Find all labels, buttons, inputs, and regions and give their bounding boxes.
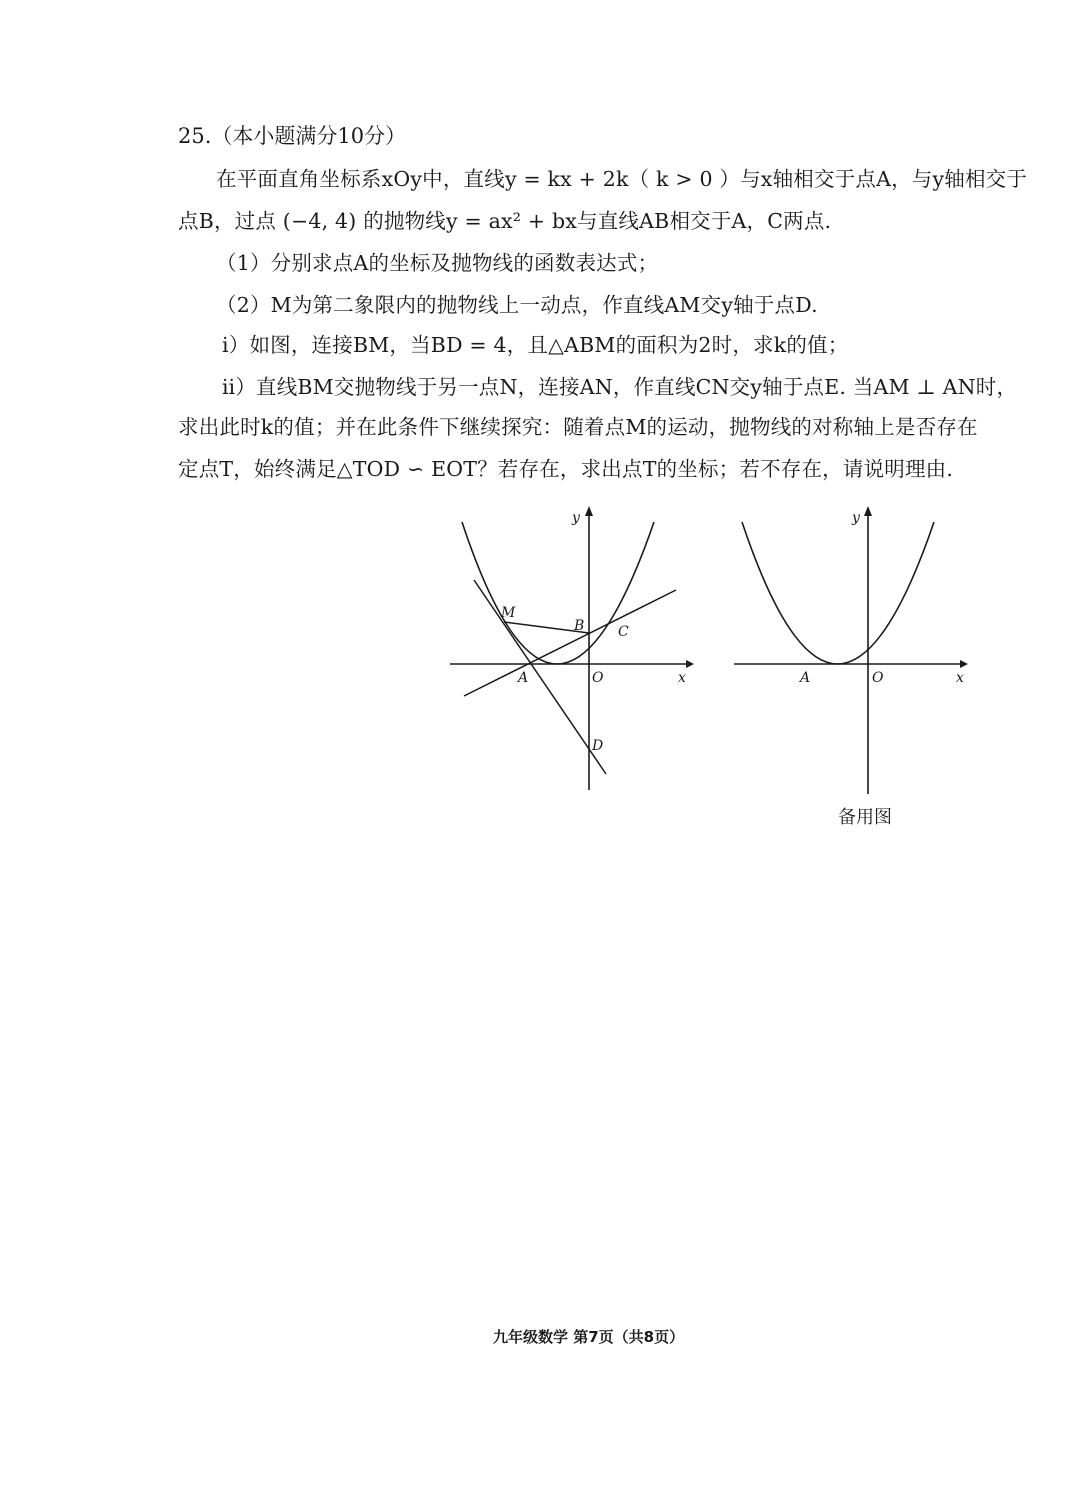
- label-o: O: [872, 670, 884, 686]
- y-axis-arrow: [864, 506, 872, 516]
- question-part-2-ii-cont: 求出此时k的值；并在此条件下继续探究：随着点M的运动，抛物线的对称轴上是否存在: [178, 415, 978, 439]
- main-figure: [440, 500, 700, 800]
- label-b: B: [574, 618, 585, 634]
- line-amd: [474, 580, 606, 774]
- label-d: D: [592, 738, 604, 754]
- label-y: y: [572, 510, 580, 526]
- label-m: M: [501, 605, 516, 621]
- y-axis-arrow: [585, 506, 593, 516]
- label-x: x: [956, 670, 964, 686]
- parabola-curve: [742, 522, 934, 664]
- label-a: A: [800, 670, 811, 686]
- question-title: 25.（本小题满分10分）: [178, 124, 407, 148]
- label-y: y: [852, 510, 860, 526]
- x-axis-arrow: [960, 660, 968, 668]
- label-c: C: [618, 624, 629, 640]
- question-part-1: （1）分别求点A的坐标及抛物线的函数表达式；: [216, 251, 659, 275]
- parabola-curve: [462, 522, 654, 664]
- question-part-2: （2）M为第二象限内的抛物线上一动点，作直线AM交y轴于点D.: [216, 293, 818, 317]
- spare-figure: [728, 500, 978, 800]
- question-part-2-ii: ⅱ）直线BM交抛物线于另一点N，连接AN，作直线CN交y轴于点E. 当AM ⊥ AN时，: [222, 375, 1018, 399]
- x-axis-arrow: [686, 660, 694, 668]
- label-x: x: [678, 670, 686, 686]
- spare-figure-caption: 备用图: [838, 807, 892, 828]
- question-line-1: 在平面直角坐标系xOy中，直线y = kx + 2k（ k > 0 ）与x轴相交于点A，与y轴相交于: [216, 167, 1028, 191]
- label-a: A: [518, 670, 529, 686]
- question-line-2: 点B，过点 (−4, 4) 的抛物线y = ax² + bx与直线AB相交于A，C两点.: [178, 209, 832, 233]
- question-part-2-ii-end: 定点T，始终满足△TOD ∽ EOT？若存在，求出点T的坐标；若不存在，请说明理由.: [178, 457, 954, 481]
- page-footer: 九年级数学 第7页（共8页）: [493, 1328, 685, 1346]
- label-o: O: [592, 670, 604, 686]
- question-part-2-i: ⅰ）如图，连接BM，当BD = 4，且△ABM的面积为2时，求k的值；: [222, 333, 849, 357]
